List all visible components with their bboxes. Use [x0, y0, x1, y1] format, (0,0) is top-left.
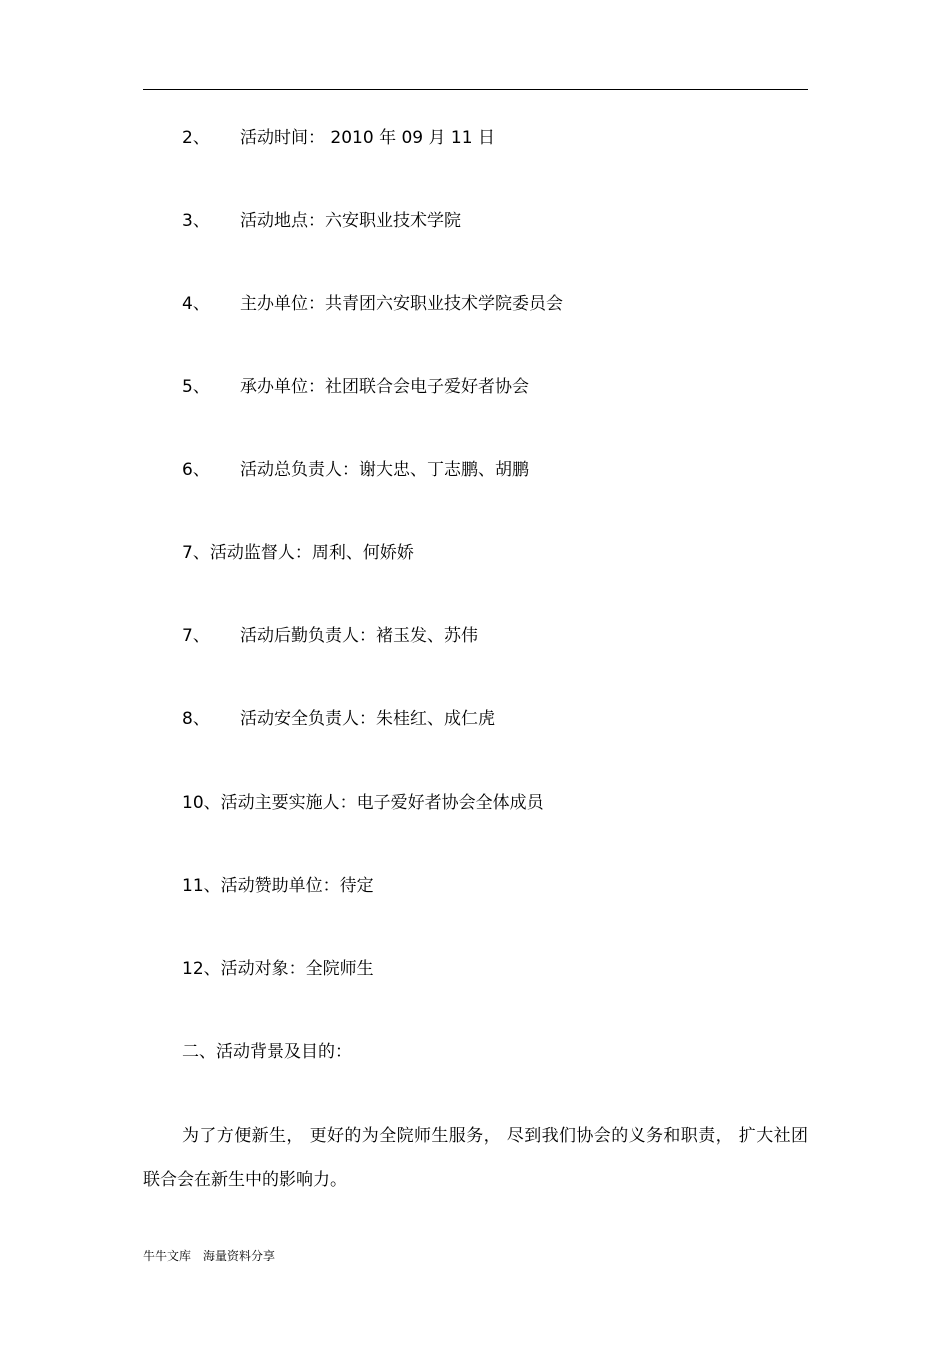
item-number: 11、	[182, 876, 221, 896]
item-number: 3、	[182, 211, 210, 231]
item-number: 6、	[182, 460, 210, 480]
item-number: 5、	[182, 377, 210, 397]
list-item-logistics	[182, 625, 478, 647]
list-item-host	[182, 376, 529, 398]
item-number: 7、	[182, 626, 210, 646]
item-number: 12、	[182, 959, 221, 979]
item-text: 活动监督人：周利、何娇娇	[209, 543, 414, 563]
item-text: 承办单位：社团联合会电子爱好者协会	[240, 377, 529, 397]
item-number: 10、	[182, 793, 221, 813]
footer-brand: 牛牛文库	[143, 1249, 192, 1263]
list-item-sponsor	[182, 875, 374, 897]
item-text: 活动主要实施人：电子爱好者协会全体成员	[220, 793, 544, 813]
item-number: 4、	[182, 294, 210, 314]
item-text: 活动地点：六安职业技术学院	[240, 211, 461, 231]
list-item-supervisor	[182, 542, 414, 564]
item-text: 活动总负责人：谢大忠、丁志鹏、胡鹏	[240, 460, 529, 480]
list-item-time	[182, 127, 495, 149]
list-item-location	[182, 210, 461, 232]
footer-slogan: 海量资料分享	[203, 1249, 276, 1263]
page-footer	[143, 1248, 275, 1264]
section-heading: 二、活动背景及目的：	[182, 1042, 352, 1062]
item-text: 主办单位：共青团六安职业技术学院委员会	[240, 294, 563, 314]
list-item-safety	[182, 708, 495, 730]
item-text: 活动时间： 2010 年 09 月 11 日	[240, 128, 495, 148]
item-number: 7、	[182, 543, 210, 563]
item-text: 活动后勤负责人：褚玉发、苏伟	[240, 626, 478, 646]
item-text: 活动安全负责人：朱桂红、成仁虎	[240, 709, 495, 729]
item-number: 2、	[182, 128, 210, 148]
list-item-audience	[182, 958, 374, 980]
list-item-implementer	[182, 792, 544, 814]
list-item-chief	[182, 459, 529, 481]
item-text: 活动对象：全院师生	[220, 959, 374, 979]
body-paragraph: 为了方便新生， 更好的为全院师生服务， 尽到我们协会的义务和职责， 扩大社团联合会在新生中的影响力。	[143, 1126, 808, 1190]
header-rule	[143, 89, 808, 90]
item-number: 8、	[182, 709, 210, 729]
item-text: 活动赞助单位：待定	[220, 876, 374, 896]
list-item-organizer	[182, 293, 563, 315]
